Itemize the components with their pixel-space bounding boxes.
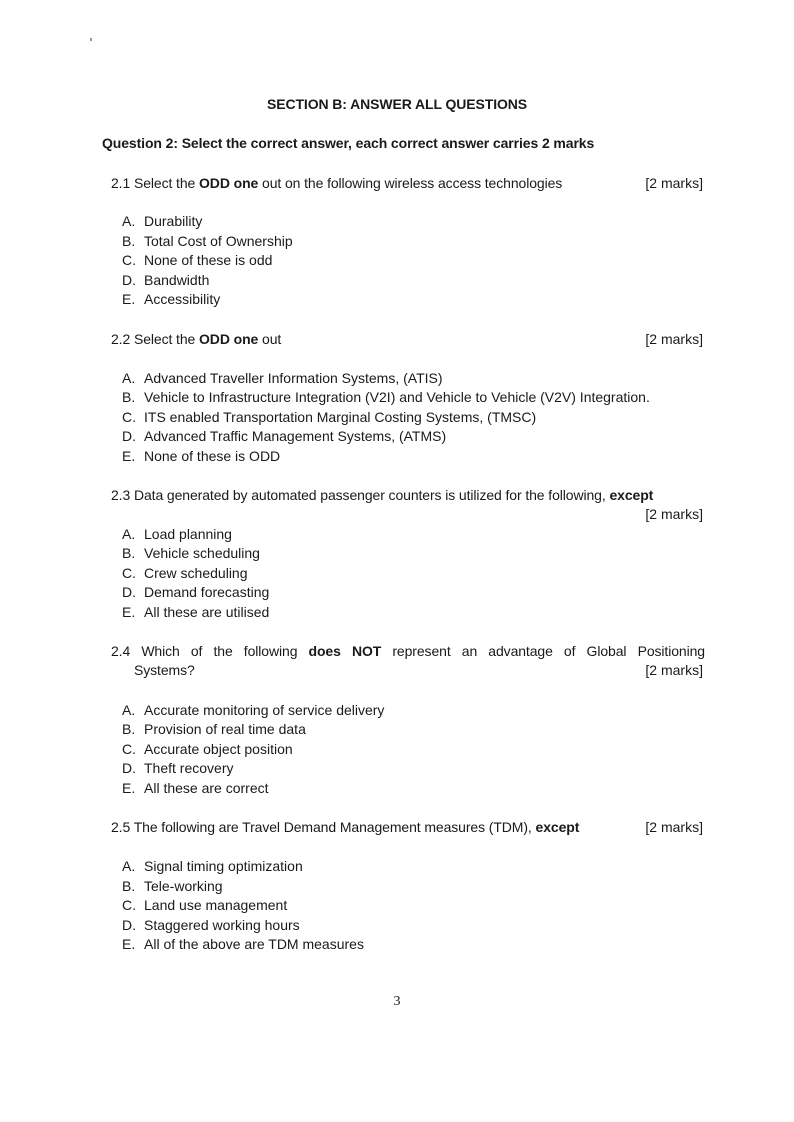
question-prefix: 2.2 Select the bbox=[111, 331, 200, 347]
option-text: All these are utilised bbox=[144, 604, 270, 620]
option-text: Total Cost of Ownership bbox=[144, 233, 293, 249]
answer-option[interactable] bbox=[122, 212, 202, 230]
option-letter: A. bbox=[122, 213, 136, 229]
option-text: Accessibility bbox=[144, 291, 221, 307]
answer-option[interactable] bbox=[122, 916, 300, 934]
option-text: Durability bbox=[144, 213, 203, 229]
question-suffix: out on the following wireless access technologies bbox=[258, 175, 563, 191]
option-letter: D. bbox=[122, 917, 136, 933]
option-text: Land use management bbox=[144, 897, 288, 913]
option-text: Demand forecasting bbox=[144, 584, 270, 600]
answer-option[interactable] bbox=[122, 877, 223, 895]
question-emphasis: ODD one bbox=[199, 331, 259, 347]
answer-option[interactable] bbox=[122, 408, 536, 426]
option-text: Theft recovery bbox=[144, 760, 234, 776]
answer-option[interactable] bbox=[122, 525, 232, 543]
option-text: Advanced Traffic Management Systems, (ATMS) bbox=[144, 428, 447, 444]
option-letter: E. bbox=[122, 936, 136, 952]
section-title: SECTION B: ANSWER ALL QUESTIONS bbox=[266, 96, 528, 112]
option-text: Bandwidth bbox=[144, 272, 210, 288]
answer-option[interactable] bbox=[122, 779, 269, 797]
option-text: Crew scheduling bbox=[144, 565, 248, 581]
question-prefix: 2.3 Data generated by automated passenger counters is utilized for the following, bbox=[111, 487, 610, 503]
question-prefix: 2.5 The following are Travel Demand Management measures (TDM), bbox=[111, 819, 536, 835]
answer-option[interactable] bbox=[122, 857, 303, 875]
option-letter: A. bbox=[122, 858, 136, 874]
option-letter: C. bbox=[122, 409, 136, 425]
question-text-continued: Systems? bbox=[134, 662, 195, 678]
option-letter: E. bbox=[122, 604, 136, 620]
answer-option[interactable] bbox=[122, 251, 272, 269]
option-letter: D. bbox=[122, 584, 136, 600]
option-letter: A. bbox=[122, 526, 136, 542]
answer-option[interactable] bbox=[122, 896, 287, 914]
option-letter: B. bbox=[122, 233, 136, 249]
page-number: 3 bbox=[393, 994, 401, 1009]
question-text bbox=[111, 818, 579, 836]
option-text: Provision of real time data bbox=[144, 721, 306, 737]
scan-speck bbox=[90, 38, 92, 41]
option-letter: E. bbox=[122, 780, 136, 796]
marks-label: [2 marks] bbox=[645, 662, 703, 678]
question-suffix: represent an advantage of Global Positioning bbox=[381, 643, 705, 659]
option-text: All these are correct bbox=[144, 780, 269, 796]
option-letter: E. bbox=[122, 291, 136, 307]
option-letter: D. bbox=[122, 272, 136, 288]
option-letter: B. bbox=[122, 721, 136, 737]
answer-option[interactable] bbox=[122, 369, 443, 387]
option-letter: A. bbox=[122, 702, 136, 718]
option-letter: E. bbox=[122, 448, 136, 464]
question-prefix: 2.4 Which of the following bbox=[111, 643, 309, 659]
option-text: ITS enabled Transportation Marginal Costing Systems, (TMSC) bbox=[144, 409, 537, 425]
answer-option[interactable] bbox=[122, 603, 269, 621]
option-letter: B. bbox=[122, 878, 136, 894]
option-text: Accurate object position bbox=[144, 741, 293, 757]
answer-option[interactable] bbox=[122, 935, 364, 953]
option-text: None of these is odd bbox=[144, 252, 273, 268]
option-letter: C. bbox=[122, 897, 136, 913]
question-heading: Question 2: Select the correct answer, each correct answer carries 2 marks bbox=[102, 135, 595, 151]
option-letter: C. bbox=[122, 741, 136, 757]
option-text: Tele-working bbox=[144, 878, 223, 894]
question-prefix: 2.1 Select the bbox=[111, 175, 200, 191]
question-text bbox=[111, 174, 562, 192]
option-letter: D. bbox=[122, 760, 136, 776]
answer-option[interactable] bbox=[122, 720, 306, 738]
answer-option[interactable] bbox=[122, 447, 280, 465]
marks-label: [2 marks] bbox=[645, 331, 703, 347]
answer-option[interactable] bbox=[122, 427, 446, 445]
option-letter: D. bbox=[122, 428, 136, 444]
answer-option[interactable] bbox=[122, 701, 384, 719]
question-suffix: out bbox=[258, 331, 282, 347]
option-text: None of these is ODD bbox=[144, 448, 281, 464]
answer-option[interactable] bbox=[122, 564, 248, 582]
answer-option[interactable] bbox=[122, 271, 209, 289]
answer-option[interactable] bbox=[122, 759, 233, 777]
option-text: Signal timing optimization bbox=[144, 858, 303, 874]
option-text: Staggered working hours bbox=[144, 917, 300, 933]
marks-label: [2 marks] bbox=[645, 819, 703, 835]
option-letter: B. bbox=[122, 545, 136, 561]
option-text: Accurate monitoring of service delivery bbox=[144, 702, 385, 718]
option-text: Advanced Traveller Information Systems, (ATIS) bbox=[144, 370, 443, 386]
option-letter: C. bbox=[122, 252, 136, 268]
question-emphasis: does NOT bbox=[308, 643, 382, 659]
answer-option[interactable] bbox=[122, 544, 260, 562]
question-emphasis: ODD one bbox=[199, 175, 259, 191]
option-letter: C. bbox=[122, 565, 136, 581]
option-letter: B. bbox=[122, 389, 136, 405]
answer-option[interactable] bbox=[122, 232, 293, 250]
question-text bbox=[111, 330, 281, 348]
option-text: Vehicle scheduling bbox=[144, 545, 260, 561]
answer-option[interactable] bbox=[122, 583, 269, 601]
answer-option[interactable] bbox=[122, 740, 293, 758]
question-emphasis: except bbox=[609, 487, 654, 503]
question-text bbox=[111, 642, 705, 660]
answer-option[interactable] bbox=[122, 388, 650, 406]
option-text: Load planning bbox=[144, 526, 232, 542]
option-letter: A. bbox=[122, 370, 136, 386]
question-emphasis: except bbox=[535, 819, 580, 835]
option-text: All of the above are TDM measures bbox=[144, 936, 364, 952]
marks-label: [2 marks] bbox=[645, 175, 703, 191]
answer-option[interactable] bbox=[122, 290, 220, 308]
question-text bbox=[111, 486, 653, 504]
marks-label: [2 marks] bbox=[645, 506, 703, 522]
option-text: Vehicle to Infrastructure Integration (V2I) and Vehicle to Vehicle (V2V) Integration. bbox=[144, 389, 650, 405]
